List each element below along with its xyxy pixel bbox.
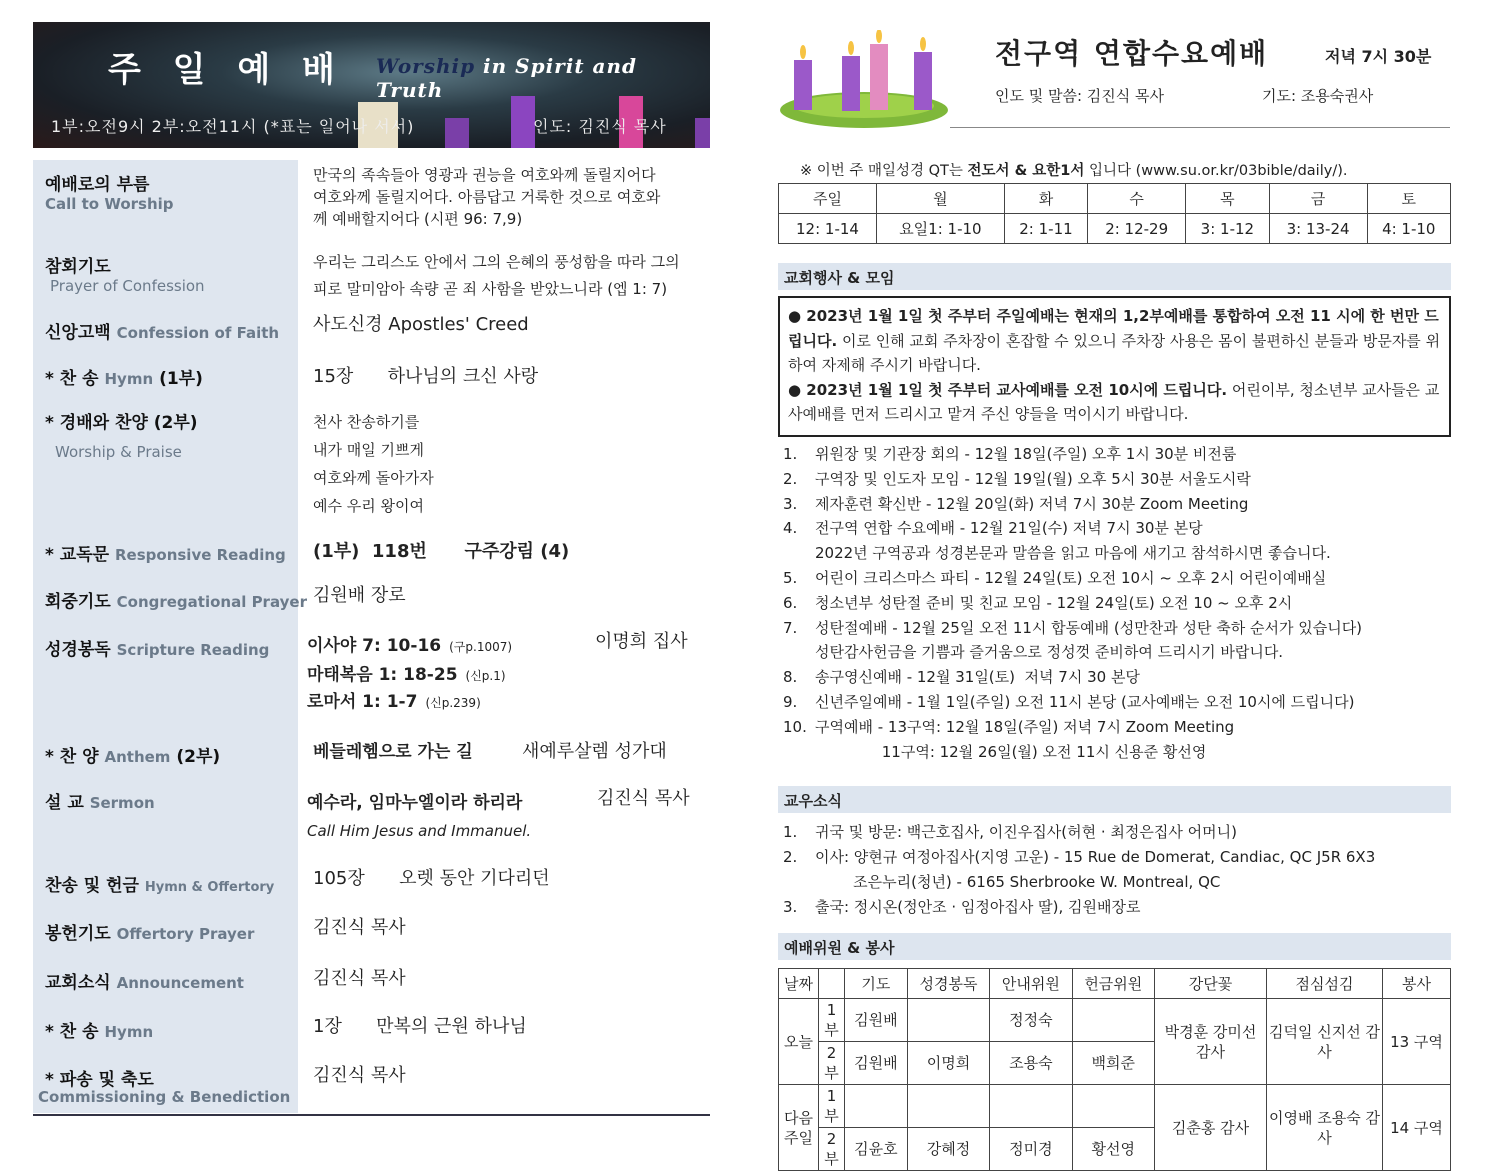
list-item	[783, 741, 1206, 762]
subtitle-word: Worship	[376, 54, 476, 78]
program-label: 설 교 Sermon	[45, 793, 155, 813]
list-item	[783, 493, 1248, 514]
divider	[950, 127, 1450, 128]
program-label: * 파송 및 축도	[45, 1070, 154, 1090]
candle-icon	[511, 96, 535, 148]
table-row: 오늘 1부 김원배 정정숙 박경훈 강미선 감사 김덕일 신지선 감사 13 구역	[779, 999, 1451, 1042]
section-header-news: 교우소식	[778, 786, 1451, 813]
program-label: 참회기도	[45, 257, 111, 277]
candle-icon	[695, 118, 710, 148]
list-item	[783, 666, 1140, 687]
program-content: 1장 만복의 근원 하나님	[313, 1016, 527, 1037]
list-text: 2022년 구역공과 성경본문과 말씀을 읽고 마음에 새기고 참석하시면 좋습니다.	[815, 544, 1331, 563]
advent-wreath-icon	[778, 30, 950, 130]
table-row: 2부 김윤호 강혜정 정미경 황선영	[779, 1128, 1451, 1171]
list-text: 11구역: 12월 26일(월) 오전 11시 신용준 황선영	[815, 742, 1207, 761]
list-text: 구역장 및 인도자 모임 - 12월 19일(월) 오후 5시 30분 서울도시락	[815, 469, 1251, 488]
list-item	[783, 846, 1375, 867]
list-text: 전구역 연합 수요예배 - 12월 21일(수) 저녁 7시 30분 본당	[815, 519, 1203, 538]
list-text: 제자훈련 확신반 - 12월 20일(화) 저녁 7시 30분 Zoom Meeting	[815, 494, 1249, 513]
table-row: 2부 김원배 이명희 조용숙 백희준	[779, 1042, 1451, 1085]
program-content: 김진식 목사	[313, 917, 406, 938]
list-number: 9.	[783, 693, 798, 711]
table-row: 주일 월 화 수 목 금 토	[779, 184, 1451, 214]
program-label-en: Prayer of Confession	[50, 277, 205, 295]
choir: 새예루살렘 성가대	[522, 741, 667, 762]
candle-icon	[445, 118, 469, 148]
scripture-reading: 로마서 1: 1-7 (신p.239)	[307, 692, 481, 712]
sermon-title-en: Call Him Jesus and Immanuel.	[307, 822, 532, 840]
list-number: 5.	[783, 569, 798, 587]
list-number: 3.	[783, 898, 798, 916]
program-label: * 찬 송 Hymn	[45, 1022, 154, 1042]
program-content: 천사 찬송하기를 내가 매일 기쁘게 여호와께 돌아가자 예수 우리 왕이여	[313, 413, 434, 515]
program-label: * 교독문 Responsive Reading	[45, 545, 286, 565]
worship-leader: 인도: 김진식 목사	[533, 117, 667, 136]
subtitle-rest: in Spirit and Truth	[376, 54, 638, 102]
list-text: 송구영신예배 - 12월 31일(토) 저녁 7시 30 본당	[815, 668, 1140, 687]
wednesday-service-time: 저녁 7시 30분	[1325, 47, 1432, 66]
program-content: 15장 하나님의 크신 사랑	[313, 366, 539, 387]
list-text: 귀국 및 방문: 백근호집사, 이진우집사(허현 · 최정은집사 어머니)	[815, 823, 1237, 841]
table-row: 12: 1-14 요일1: 1-10 2: 1-11 2: 12-29 3: 1-12 3: 13-24 4: 1-10	[779, 214, 1451, 244]
scripture-reader: 이명희 집사	[595, 631, 688, 652]
program-label: * 찬 송 Hymn (1부)	[45, 369, 203, 389]
list-number: 2.	[783, 848, 798, 866]
program-content: (1부) 118번 구주강림 (4)	[313, 541, 570, 562]
list-number: 10.	[783, 717, 807, 736]
list-text: 신년주일예배 - 1월 1일(주일) 오전 11시 본당 (교사예배는 오전 10시에 드립니다)	[815, 693, 1355, 711]
list-number: 8.	[783, 668, 798, 687]
section-header-service: 예배위원 & 봉사	[778, 933, 1451, 960]
program-content: 김원배 장로	[313, 585, 406, 606]
divider	[33, 1114, 710, 1116]
program-content: 105장 오렛 동안 기다리던	[313, 868, 550, 889]
list-text: 구역예배 - 13구역: 12월 18일(주일) 저녁 7시 Zoom Meeting	[815, 717, 1235, 736]
list-item	[783, 896, 1140, 917]
program-label-en: Call to Worship	[45, 195, 174, 213]
program-content: 만국의 족속들아 영광과 권능을 여호와께 돌릴지어다 여호와께 돌릴지어다. 아름답고 거룩한 것으로 여호와 께 예배할지어다 (시편 96: 7,9)	[313, 166, 661, 228]
list-item	[783, 691, 1355, 712]
wednesday-leader: 인도 및 말씀: 김진식 목사	[995, 87, 1165, 105]
notice-box: ● 2023년 1월 1일 첫 주부터 주일예배는 현재의 1,2부예배를 통합하여 오전 11 시에 한 번만 드립니다. 이로 인해 교회 주차장이 혼잡할 수 있으니 주차장 사용은 몸이 불편하신 분들과 방문자를 위하여 자제해 주시기 바랍니다. ● 2023년 1월 1일 첫 주부터 교사예배를 오전 10시에 드립니다. 어린이부, 청소년부 교사들은 교사예배를 먼저 드리시고 맡겨 주신 양들을 먹이시기 바랍니다.	[778, 296, 1451, 437]
scripture-reading: 마태복음 1: 18-25 (신p.1)	[307, 665, 506, 685]
program-content: 김진식 목사	[313, 1065, 406, 1086]
program-label: * 경배와 찬양 (2부)	[45, 413, 198, 433]
list-text: 위원장 및 기관장 회의 - 12월 18일(주일) 오후 1시 30분 비전룸	[815, 445, 1237, 463]
list-item	[783, 821, 1237, 842]
program-label: 찬송 및 헌금 Hymn & Offertory	[45, 876, 275, 896]
list-number: 2.	[783, 469, 798, 488]
list-item	[783, 443, 1236, 464]
list-item	[783, 592, 1292, 613]
list-item	[783, 871, 1220, 892]
program-label: 신앙고백 Confession of Faith	[45, 323, 280, 343]
list-number: 1.	[783, 445, 798, 463]
list-text: 이사: 양현규 여정아집사(지영 고운) - 15 Rue de Domerat, Candiac, QC J5R 6X3	[815, 848, 1376, 866]
program-content: 우리는 그리스도 안에서 그의 은혜의 풍성함을 따라 그의 피로 말미암아 속량 곧 죄 사함을 받았느니라 (엡 1: 7)	[313, 253, 680, 298]
program-label: 회중기도 Congregational Prayer	[45, 592, 307, 612]
banner	[33, 22, 710, 148]
service-table	[778, 968, 1451, 1171]
list-item	[783, 517, 1203, 538]
list-text: 출국: 정시온(정안조 · 임정아집사 딸), 김원배장로	[815, 898, 1141, 916]
program-label-en: Commissioning & Benediction	[38, 1088, 291, 1106]
list-number: 7.	[783, 618, 798, 637]
program-label: 성경봉독 Scripture Reading	[45, 640, 270, 660]
table-row: 다음 주일 1부 김춘홍 감사 이영배 조용숙 감사 14 구역	[779, 1085, 1451, 1128]
list-text: 성탄절예배 - 12월 25일 오전 11시 합동예배 (성만찬과 성탄 축하 순서가 있습니다)	[815, 618, 1363, 637]
list-item	[783, 542, 1331, 563]
program-label: 교회소식 Announcement	[45, 973, 244, 993]
list-text: 어린이 크리스마스 파티 - 12월 24일(토) 오전 10시 ~ 오후 2시 어린이예배실	[815, 569, 1327, 587]
banner-subtitle	[376, 54, 710, 102]
section-header-events: 교회행사 & 모임	[778, 263, 1451, 290]
list-item	[783, 468, 1251, 489]
banner-title: 주 일 예 배	[108, 50, 345, 90]
program-label: 봉헌기도 Offertory Prayer	[45, 924, 255, 944]
list-number: 3.	[783, 494, 798, 513]
preacher: 김진식 목사	[597, 788, 690, 809]
wednesday-prayer: 기도: 조용숙권사	[1262, 87, 1374, 105]
program-content: 사도신경 Apostles' Creed	[313, 314, 529, 335]
list-text: 청소년부 성탄절 준비 및 친교 모임 - 12월 24일(토) 오전 10 ~ 오후 2시	[815, 593, 1293, 612]
table-row: 날짜 기도 성경봉독 안내위원 헌금위원 강단꽃 점심섬김 봉사	[779, 969, 1451, 999]
program-label: 예배로의 부름	[45, 175, 150, 195]
list-number: 4.	[783, 519, 798, 538]
list-item	[783, 641, 1283, 662]
list-text: 성탄감사헌금을 기쁨과 즐거움으로 정성껏 준비하여 드리시기 바랍니다.	[815, 643, 1284, 662]
list-number: 6.	[783, 593, 798, 612]
list-item	[783, 617, 1362, 638]
program-content: 김진식 목사	[313, 968, 406, 989]
list-text: 조은누리(청년) - 6165 Sherbrooke W. Montreal, QC	[815, 873, 1221, 891]
qt-table	[778, 183, 1451, 244]
program-label: * 찬 양 Anthem (2부)	[45, 747, 221, 767]
list-number: 1.	[783, 823, 798, 841]
service-times: 1부:오전9시 2부:오전11시 (*표는 일어나 서서)	[51, 117, 415, 136]
scripture-reading: 이사야 7: 10-16 (구p.1007)	[307, 636, 513, 656]
sermon-title: 예수라, 임마누엘이라 하리라	[307, 793, 523, 813]
list-item	[783, 716, 1234, 737]
qt-note: ※ 이번 주 매일성경 QT는 전도서 & 요한1서 입니다 (www.su.or.kr/03bible/daily/).	[800, 163, 1348, 179]
list-item	[783, 567, 1326, 588]
anthem-title: 베들레헴으로 가는 길	[313, 742, 473, 762]
program-label-en: Worship & Praise	[55, 443, 182, 461]
wednesday-service-title: 전구역 연합수요예배	[995, 37, 1269, 70]
